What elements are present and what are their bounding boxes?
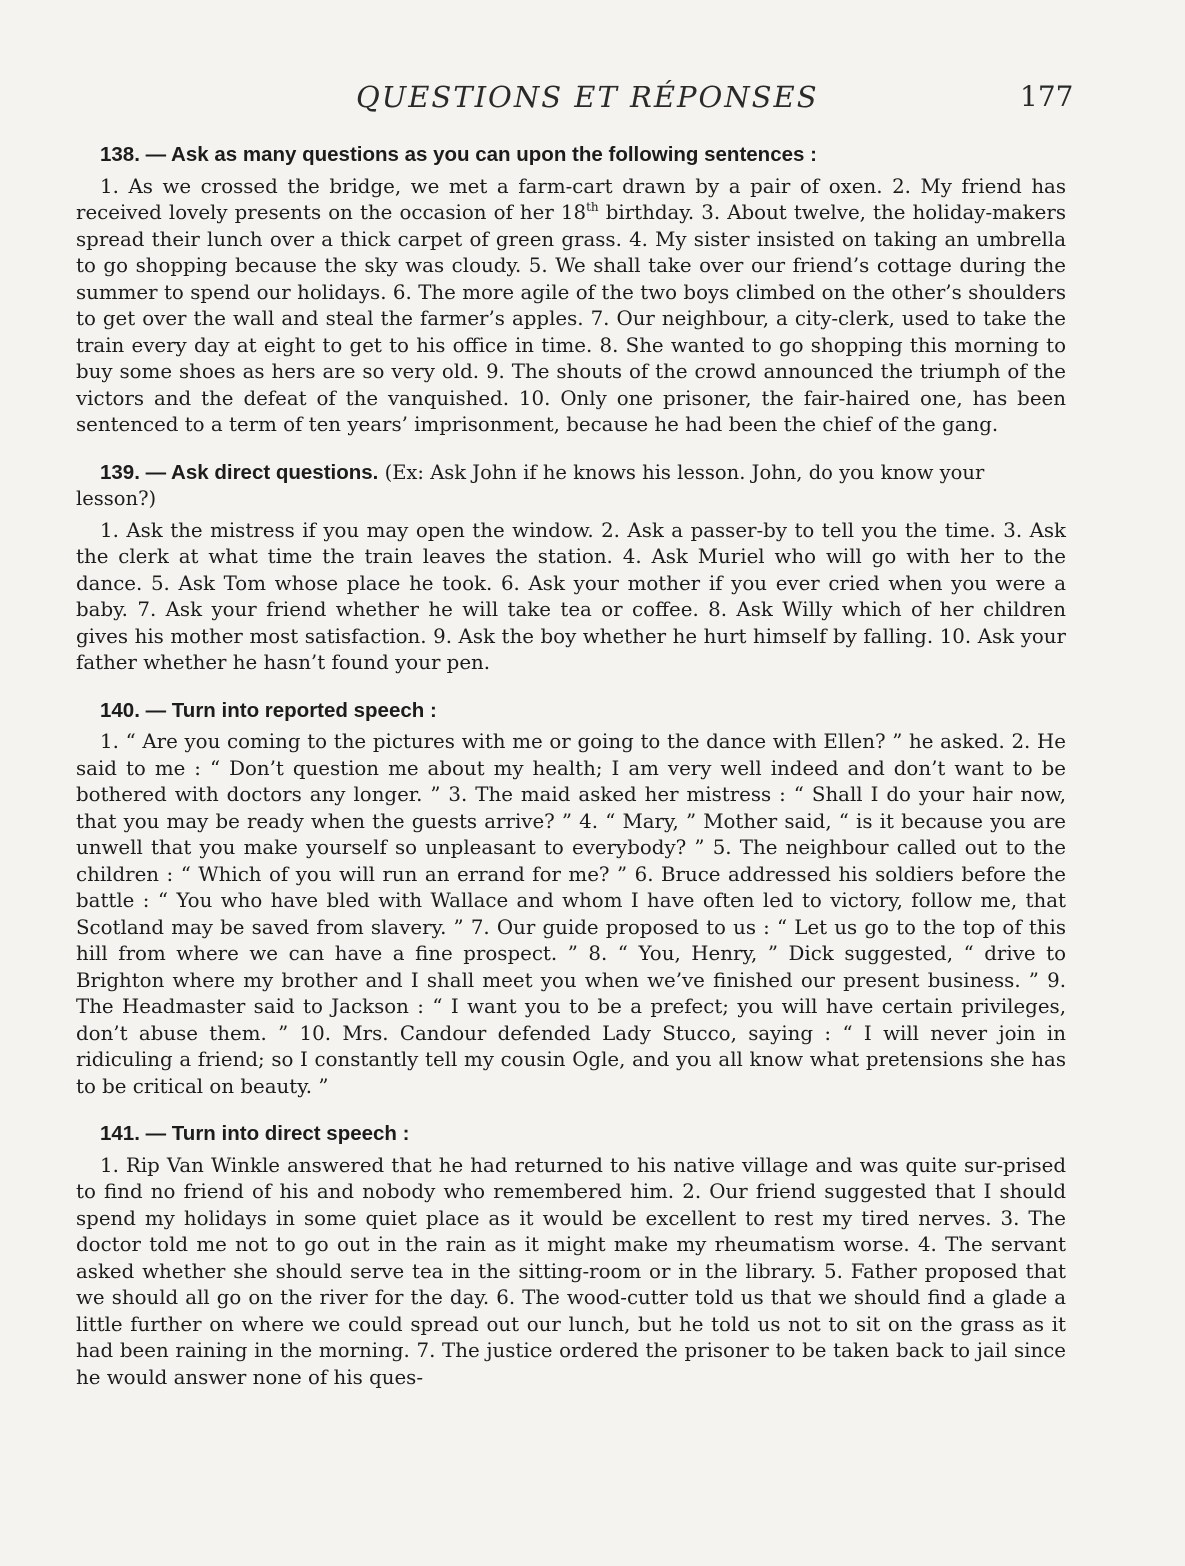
exercise-example: (Ex: Ask John if he knows his lesson. John, do you know your lesson?) xyxy=(76,460,985,510)
exercise-139 xyxy=(76,460,1066,677)
exercise-number: 140. xyxy=(100,698,140,722)
ordinal-suffix: th xyxy=(586,200,599,214)
exercise-text xyxy=(76,174,1066,439)
exercise-instruction: — Turn into reported speech : xyxy=(145,698,437,722)
exercise-instruction: — Ask direct questions. xyxy=(145,460,379,484)
running-title: QUESTIONS ET RÉPONSES xyxy=(356,80,819,114)
exercise-heading xyxy=(76,698,1066,725)
page-number: 177 xyxy=(1020,80,1074,113)
exercise-heading xyxy=(76,142,1066,169)
exercise-instruction: — Turn into direct speech : xyxy=(145,1122,410,1145)
exercise-instruction: — Ask as many questions as you can upon the following sentences : xyxy=(145,143,817,166)
exercise-140 xyxy=(76,698,1066,1101)
exercise-text: 1. “ Are you coming to the pictures with me or going to the dance with Ellen? ” he asked. 2. He said to me : “ Don’t question me about my health; I am very well indeed and don’t want to be bothered with doctors any longer. ” 3. The maid asked her mistress : “ Shall I do your hair now, that you may be ready when the guests arrive? ” 4. “ Mary, ” Mother said, “ is it because you are unwell that you make yourself so unpleasant to everybody? ” 5. The neighbour called out to the children : “ Which of you will run an errand for me? ” 6. Bruce addressed his soldiers before the battle : “ You who have bled with Wallace and whom I have often led to victory, follow me, that Scotland may be saved from slavery. ” 7. Our guide proposed to us : “ Let us go to the top of this hill from where we can have a fine prospect. ” 8. “ You, Henry, ” Dick suggested, “ drive to Brighton where my brother and I shall meet you when we’ve finished our present business. ” 9. The Headmaster said to Jackson : “ I want you to be a prefect; you will have certain privileges, don’t abuse them. ” 10. Mrs. Candour defended Lady Stucco, saying : “ I will never join in ridiculing a friend; so I constantly tell my cousin Ogle, and you all know what pretensions she has to be critical on beauty. ” xyxy=(76,730,1066,1098)
exercise-number: 139. xyxy=(100,460,140,484)
exercise-heading xyxy=(76,1121,1066,1148)
exercise-heading xyxy=(76,460,1066,513)
exercise-number: 141. xyxy=(100,1122,140,1145)
exercise-text-part: 1. As we crossed the bridge, we met a farm-cart drawn by a pair of oxen. 2. My friend has received lovely presents on the occasion of her 18 xyxy=(76,174,1066,224)
exercise-138 xyxy=(76,142,1066,439)
exercise-number: 138. xyxy=(100,143,140,166)
page-content xyxy=(76,142,1066,1412)
exercise-141 xyxy=(76,1121,1066,1391)
exercise-text-part: birthday. 3. About twelve, the holiday-makers spread their lunch over a thick carpet of green grass. 4. My sister insisted on taking an umbrella to go shopping because the sky was cloudy. 5. We shall take over our friend’s cottage during the summer to spend our holidays. 6. The more agile of the two boys climbed on the other’s shoulders to get over the wall and steal the farmer’s apples. 7. Our neighbour, a city-clerk, used to take the train every day at eight to get to his office in time. 8. She wanted to go shopping this morning to buy some shoes as hers are so very old. 9. The shouts of the crowd announced the triumph of the victors and the defeat of the vanquished. 10. Only one prisoner, the fair-haired one, has been sentenced to a term of ten years’ imprisonment, because he had been the chief of the gang. xyxy=(76,201,1066,436)
exercise-text: 1. Ask the mistress if you may open the window. 2. Ask a passer-by to tell you the time. 3. Ask the clerk at what time the train leaves the station. 4. Ask Muriel who will go with her to the dance. 5. Ask Tom whose place he took. 6. Ask your mother if you ever cried when you were a baby. 7. Ask your friend whether he will take tea or coffee. 8. Ask Willy which of her children gives his mother most satisfaction. 9. Ask the boy whether he hurt himself by falling. 10. Ask your father whether he hasn’t found your pen. xyxy=(76,518,1066,674)
exercise-text: 1. Rip Van Winkle answered that he had returned to his native village and was quite sur-prised to find no friend of his and nobody who remembered him. 2. Our friend suggested that I should spend my holidays in some quiet place as it would be excellent to rest my tired nerves. 3. The doctor told me not to go out in the rain as it might make my rheumatism worse. 4. The servant asked whether she should serve tea in the sitting-room or in the library. 5. Father proposed that we should all go on the river for the day. 6. The wood-cutter told us that we should find a glade a little further on where we could spread out our lunch, but he told us not to sit on the grass as it had been raining in the morning. 7. The justice ordered the prisoner to be taken back to jail since he would answer none of his ques- xyxy=(76,1153,1066,1389)
running-header xyxy=(0,80,1185,116)
